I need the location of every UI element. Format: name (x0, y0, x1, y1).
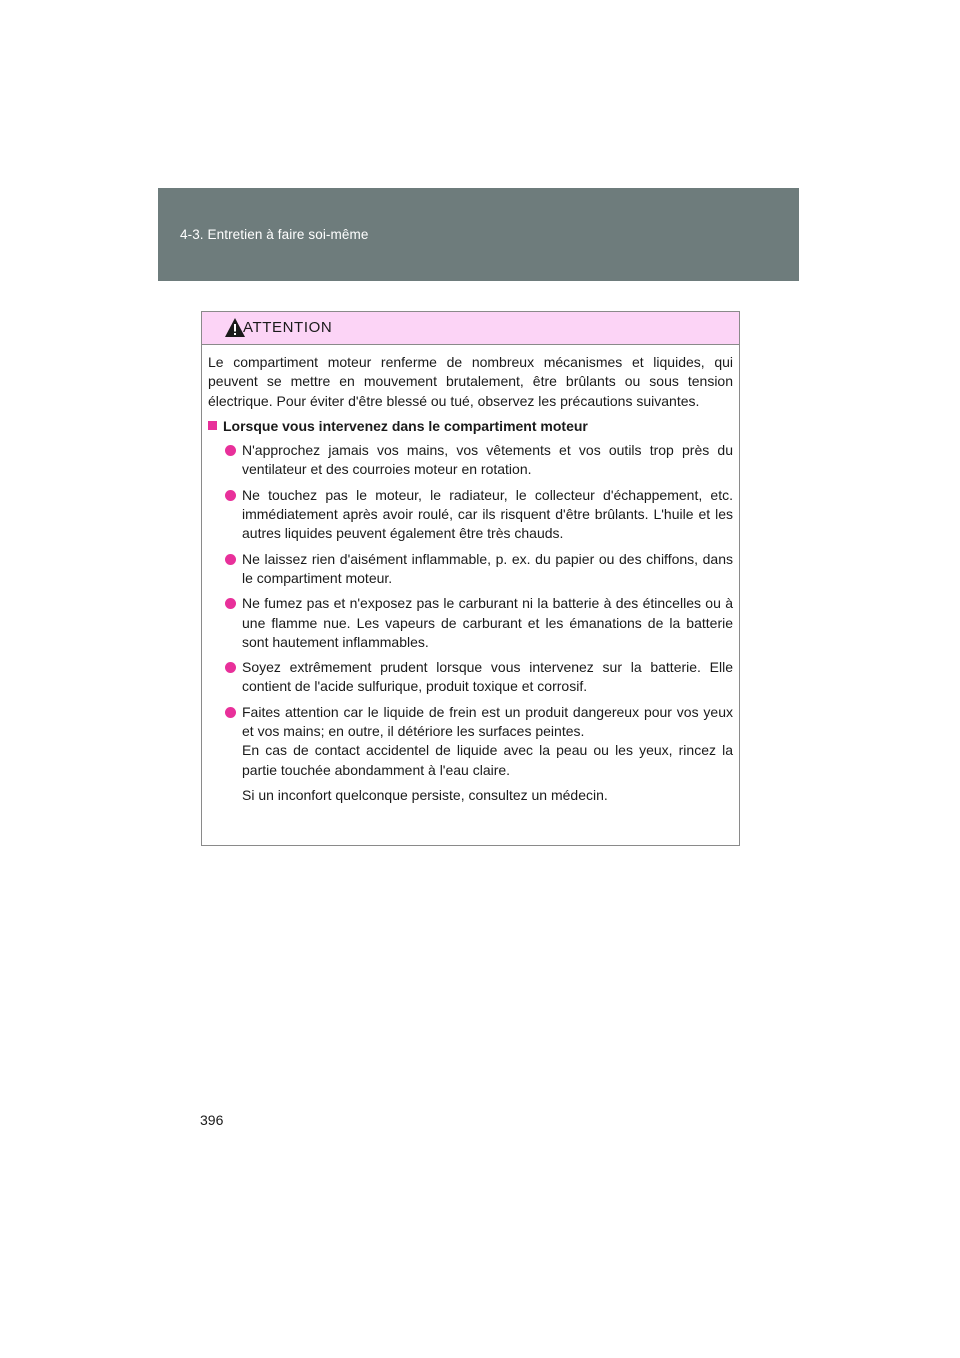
warning-box (201, 311, 740, 846)
square-bullet-icon (208, 421, 217, 430)
list-item-extra-text: En cas de contact accidentel de liquide avec la peau ou les yeux, rincez la partie touchée abondamment à l'eau claire. (242, 742, 733, 778)
list-item (208, 550, 733, 589)
list-item-text: Ne laissez rien d'aisément inflammable, p. ex. du papier ou des chiffons, dans le compartiment moteur. (242, 550, 733, 586)
list-item-text: Faites attention car le liquide de frein est un produit dangereux pour vos yeux et vos mains; en outre, il détériore les surfaces peintes. (242, 703, 733, 740)
list-item-text: Soyez extrêmement prudent lorsque vous intervenez sur la batterie. Elle contient de l'acide sulfurique, produit toxique et corrosif. (242, 659, 733, 695)
round-bullet-icon (225, 598, 236, 609)
round-bullet-icon (225, 445, 236, 456)
list-item (208, 441, 733, 480)
final-note: Si un inconfort quelconque persiste, consultez un médecin. (242, 786, 608, 803)
list-item (208, 486, 733, 544)
list-item-text: Ne fumez pas et n'exposez pas le carburant ni la batterie à des étincelles ou à une flamme nue. Les vapeurs de carburant et les émanations de la batterie sont hautement inflammables. (242, 595, 733, 650)
section-title: 4-3. Entretien à faire soi-même (180, 227, 369, 242)
list-item-text: N'approchez jamais vos mains, vos vêtements et vos outils trop près du ventilateur et des courroies moteur en rotation. (242, 442, 733, 478)
list-item (208, 703, 733, 780)
warning-subheading-text: Lorsque vous intervenez dans le compartiment moteur (223, 417, 588, 434)
warning-intro: Le compartiment moteur renferme de nombreux mécanismes et liquides, qui peuvent se mettre en mouvement brutalement, être brûlants ou sous tension électrique. Pour éviter d'être blessé ou tué, observez les précautions suivantes. (208, 354, 733, 409)
section-header-band (158, 188, 799, 281)
round-bullet-icon (225, 662, 236, 673)
list-item (208, 594, 733, 652)
round-bullet-icon (225, 554, 236, 565)
round-bullet-icon (225, 490, 236, 501)
page-number: 396 (200, 1112, 224, 1128)
warning-subheading (208, 417, 733, 436)
list-item-text: Ne touchez pas le moteur, le radiateur, le collecteur d'échappement, etc. immédiatement après avoir roulé, car ils risquent d'être brûlants. L'huile et les autres liquides peuvent également être très chauds. (242, 486, 733, 542)
warning-body (202, 345, 739, 805)
warning-header (202, 312, 739, 345)
warning-label: ATTENTION (243, 319, 333, 336)
round-bullet-icon (225, 707, 236, 718)
list-item (208, 658, 733, 697)
